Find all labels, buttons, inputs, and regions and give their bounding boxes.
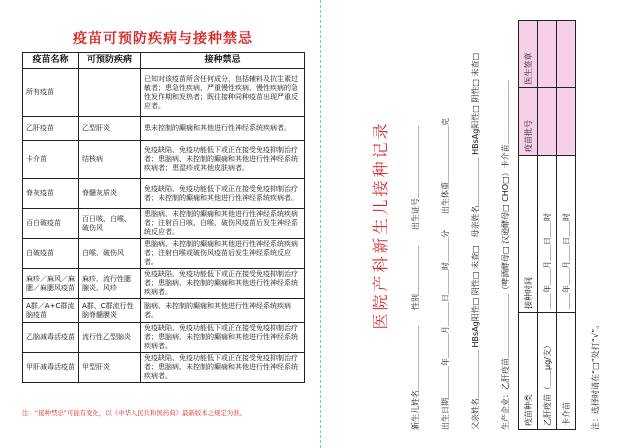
contraindication: 免疫缺陷、免疫功能低下或正在接受免疫抑制治疗者；患脑病、未控制的癫痫和其他进行性神经系统疾病者；患湿疹或其他皮肤病者。 (141, 141, 305, 179)
disease: 结核病 (79, 141, 141, 179)
header-doctor: 医生签章 (519, 21, 538, 89)
vaccine-name: 甲肝减毒活疫苗 (23, 353, 79, 383)
contraindication: 免疫缺陷、免疫功能低下或正在接受免疫抑制治疗者；未控制的癫痫和其他进行性神经系统疾病者。 (141, 179, 305, 209)
birth-info-line: 出生日期＿＿＿＿年＿＿＿月＿＿＿日＿＿＿时＿＿＿分 出生体重＿＿＿＿＿＿＿克 (441, 118, 450, 430)
panel-title: 疫苗可预防疾病与接种禁忌 (73, 31, 253, 47)
header-vaccine-type: 疫苗种类 (519, 313, 538, 430)
vaccine-name: 麻疹／麻风／麻腮／麻腮风疫苗 (23, 269, 79, 299)
table-row (23, 269, 305, 299)
vaccine-name: A群／A+C群流脑疫苗 (23, 299, 79, 323)
contraindication: 已知对该疫苗所含任何成分，包括辅料及抗生素过敏者；患急性疾病、严重慢性疾病、慢性疾病的急性发作期和发热者；既往接种同种疫苗出现严重反应者。 (141, 69, 305, 117)
disease: 乙型肝炎 (79, 117, 141, 141)
header-batch: 疫苗批号 (519, 88, 538, 156)
doctor-signature[interactable] (538, 21, 557, 89)
vaccination-time: ＿＿年＿＿月＿＿日＿＿时 (538, 156, 557, 313)
contraindication: 患脑病、未控制的癫痫和其他进行性神经系统疾病者；注射百日咳、白喉、破伤风疫苗后发生神经系统反应者。 (141, 209, 305, 239)
record-header-row (519, 21, 538, 430)
disease (79, 69, 141, 117)
vaccine-table (22, 52, 305, 383)
contraindication: 患脑病、未控制的癫痫和其他进行性神经系统疾病者；注射白喉或破伤风疫苗后发生神经系统反应者。 (141, 239, 305, 269)
footnote: 注：“接种禁忌”可能有变化，以《中华人民共和国药典》最新版本之规定为准。 (22, 409, 246, 417)
vaccine-name: 脊灰疫苗 (23, 179, 79, 209)
newborn-record-panel (330, 0, 640, 448)
batch-number[interactable] (538, 88, 557, 156)
table-row (23, 299, 305, 323)
table-row (557, 21, 576, 430)
disease: 流行性乙型脑炎 (79, 323, 141, 353)
table-row (23, 323, 305, 353)
header-time: 接种时间 (519, 156, 538, 313)
disease: 白喉、破伤风 (79, 239, 141, 269)
vaccine-name: 所有疫苗 (23, 69, 79, 117)
doctor-signature[interactable] (557, 21, 576, 89)
manufacturer-line: 生产企业：乙肝疫苗＿＿＿＿＿＿＿＿（啤酒酵母□ 汉逊酵母□ CHO□）卡介苗＿＿＿＿＿＿＿＿ (501, 80, 510, 430)
table-row (23, 179, 305, 209)
contraindication: 免疫缺陷、免疫功能低下或正在接受免疫抑制治疗者；患脑病、未控制的癫痫和其他进行性神经系统疾病者。 (141, 269, 305, 299)
disease: 甲型肝炎 (79, 353, 141, 383)
disease: 百日咳、白喉、破伤风 (79, 209, 141, 239)
table-row (538, 21, 557, 430)
table-header-row (23, 53, 305, 69)
vaccine-name: 白破疫苗 (23, 239, 79, 269)
rotated-form (340, 10, 630, 440)
table-row (23, 117, 305, 141)
disease: 麻疹、流行性腮腺炎、风疹 (79, 269, 141, 299)
contraindication: 免疫缺陷、免疫功能低下或正在接受免疫抑制治疗者；患脑病、未控制的癫痫和其他进行性神经系统疾病者。 (141, 353, 305, 383)
contraindication: 脑病、未控制的癫痫和其他进行性神经系统疾病者。 (141, 299, 305, 323)
table-row (23, 353, 305, 383)
batch-number[interactable] (557, 88, 576, 156)
vaccine-name: 乙脑减毒活疫苗 (23, 323, 79, 353)
record-table (518, 20, 576, 430)
table-row (23, 69, 305, 117)
vaccination-time: ＿＿年＿＿月＿＿日＿＿时 (557, 156, 576, 313)
vaccine-type: 卡介苗 (557, 313, 576, 430)
vaccine-name: 百白破疫苗 (23, 209, 79, 239)
table-row (23, 239, 305, 269)
fold-line (320, 0, 321, 448)
contraindication: 患未控制的癫痫和其他进行性神经系统疾病者。 (141, 117, 305, 141)
record-note: 注：选择时请在“□”处打“√”。 (591, 320, 600, 430)
vaccine-name: 卡介苗 (23, 141, 79, 179)
vaccine-type: 乙肝疫苗（＿＿μg/支） (538, 313, 557, 430)
record-title: 医院产科新生儿接种记录 (371, 120, 390, 330)
parents-info-line: 父亲姓名＿＿＿＿＿＿ HBsAg阳性□ 阴性□ 未查□ 母亲姓名＿＿＿＿＿＿ HBsAg阳性□ 阴性□ 未查□ (471, 52, 480, 430)
contraindication-panel (22, 28, 304, 440)
newborn-info-line: 新生儿姓名＿＿＿＿＿＿＿＿ 性别＿＿＿＿＿＿ 出生证号＿＿＿＿＿＿＿＿＿ (411, 126, 420, 430)
table-row (23, 141, 305, 179)
header-disease: 可预防疾病 (79, 53, 141, 69)
disease: A群、C群流行性脑脊髓膜炎 (79, 299, 141, 323)
table-row (23, 209, 305, 239)
vaccine-name: 乙肝疫苗 (23, 117, 79, 141)
contraindication: 免疫缺陷、免疫功能低下或正在接受免疫抑制治疗者；患脑病、未控制的癫痫和其他进行性神经系统疾病者。 (141, 323, 305, 353)
header-contraindication: 接种禁忌 (141, 53, 305, 69)
header-vaccine: 疫苗名称 (23, 53, 79, 69)
disease: 脊髓灰质炎 (79, 179, 141, 209)
